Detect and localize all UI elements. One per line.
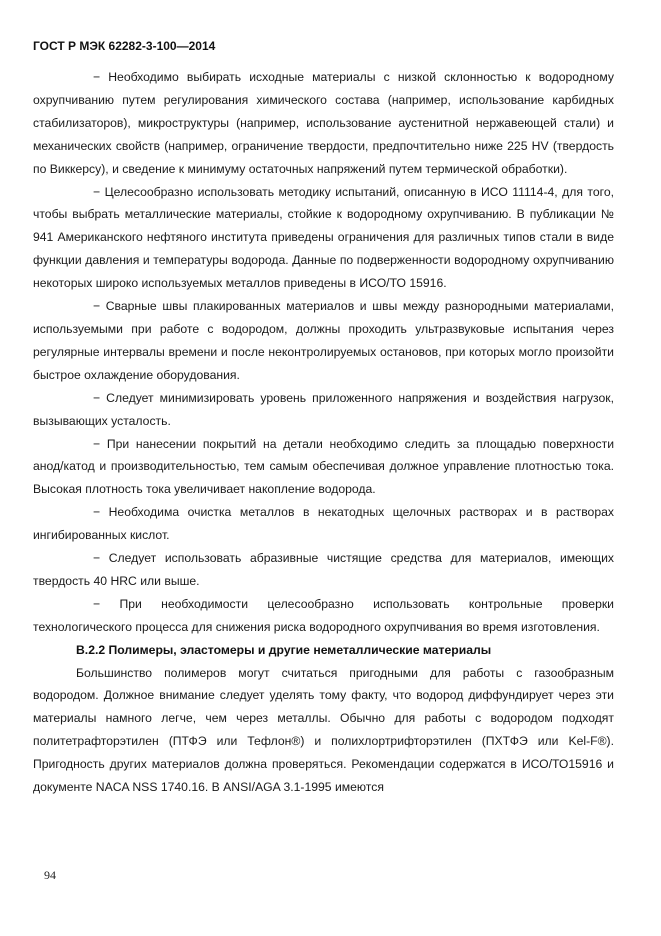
paragraph-item: − Необходима очистка металлов в некатодных щелочных растворах и в растворах ингибированных кислот. [33,505,614,543]
section-heading: В.2.2 Полимеры, эластомеры и другие неметаллические материалы [76,642,492,657]
paragraph-item: − При необходимости целесообразно использовать контрольные проверки технологического процесса для снижения риска водородного охрупчивания во время изготовления. [33,596,614,634]
paragraph-item: − При нанесении покрытий на детали необходимо следить за площадью поверхности анод/катод и производительностью, тем самым обеспечивая должное управление плотностью тока. Высокая плотность тока увеличивает накопление водорода. [33,436,614,497]
paragraph-item: − Следует минимизировать уровень приложенного напряжения и воздействия нагрузок, вызывающих усталость. [33,390,614,428]
paragraph-item: − Необходимо выбирать исходные материалы с низкой склонностью к водородному охрупчиванию путем регулирования химического состава (например, использование карбидных стабилизаторов), микроструктуры (например, использование аустенитной нержавеющей стали) и механических свойств (например, ограничение твердости, предпочтительно ниже 225 HV (твердость по Виккерсу), и сведение к минимуму остаточных напряжений путем термической обработки). [33,70,614,176]
document-body [33,66,614,799]
page-number: 94 [44,868,56,882]
section-paragraph: Большинство полимеров могут считаться пригодными для работы с газообразным водородом. Должное внимание следует уделять тому факту, что водород диффундирует через эти материалы намного легче, чем через металлы. Обычно для работы с водородом подходят политетрафторэтилен (ПТФЭ или Тефлон®) и полихлортрифторэтилен (ПХТФЭ или Kel-F®). Пригодность других материалов должна проверяться. Рекомендации содержатся в ИСО/ТО15916 и документе NACA NSS 1740.16. В ANSI/AGA 3.1-1995 имеются [33,665,614,795]
paragraph-item: − Следует использовать абразивные чистящие средства для материалов, имеющих твердость 40 HRC или выше. [33,551,614,588]
paragraph-item: − Сварные швы плакированных материалов и швы между разнородными материалами, используемыми при работе с водородом, должны проходить ультразвуковые испытания через регулярные интервалы времени и после неконтролируемых остановов, при которых могло произойти быстрое охлаждение оборудования. [33,299,614,382]
paragraph-item: − Целесообразно использовать методику испытаний, описанную в ИСО 11114-4, для того, чтобы выбрать металлические материалы, стойкие к водородному охрупчиванию. В публикации № 941 Американского нефтяного института приведены ограничения для различных типов стали в виде функции давления и температуры водорода. Данные по подверженности водородному охрупчиванию некоторых широко используемых металлов приведены в ИСО/ТО 15916. [33,184,614,291]
document-header: ГОСТ Р МЭК 62282-3-100—2014 [33,39,216,53]
